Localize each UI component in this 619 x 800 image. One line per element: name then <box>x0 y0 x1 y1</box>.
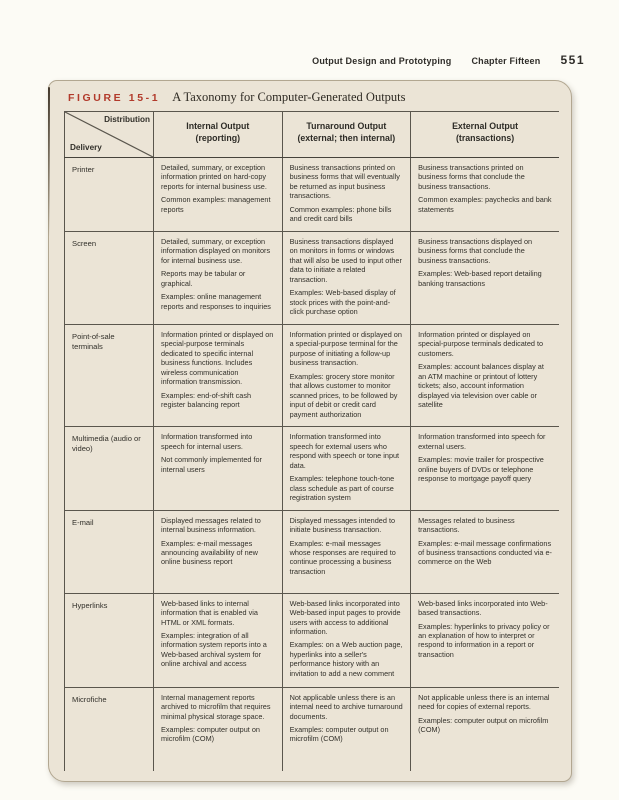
running-head-section: Output Design and Prototyping <box>312 56 452 66</box>
row-label: Hyperlinks <box>65 593 154 687</box>
cell-external: Information printed or displayed on special-purpose terminals dedicated to customers. Examples: account balances display at an ATM machine or printout of lottery tickets; also, account information displayed via television over cable or satellite <box>411 324 559 426</box>
cell-turnaround: Information printed or displayed on a special-purpose terminal for the purpose of initiating a follow-up business transaction. Examples: grocery store monitor that allows customer to monitor scanned prices, to be followed by input of debit or credit card payment authorization <box>282 324 411 426</box>
column-header-line1: Turnaround Output <box>306 121 387 131</box>
figure-panel <box>48 80 572 782</box>
table-row-hyperlinks <box>65 593 560 687</box>
cell-turnaround: Displayed messages intended to initiate business transaction. Examples: e-mail messages whose responses are required to continue processing a business transaction <box>282 510 411 593</box>
row-label: Multimedia (audio or video) <box>65 427 154 510</box>
cell-internal: Displayed messages related to internal business information. Examples: e-mail messages announcing availability of new online business report <box>154 510 283 593</box>
row-label: Printer <box>65 158 154 232</box>
column-header-internal <box>154 112 283 158</box>
cell-turnaround: Information transformed into speech for external users who respond with speech or tone input data. Examples: telephone touch-tone class schedule as part of course registration system <box>282 427 411 510</box>
row-label: Screen <box>65 231 154 324</box>
cell-turnaround: Business transactions printed on business forms that will eventually be returned as input business transactions. Common examples: phone bills and credit card bills <box>282 158 411 232</box>
cell-external: Business transactions displayed on business forms that conclude the business transactions. Examples: Web-based report detailing banking transactions <box>411 231 559 324</box>
column-header-external <box>411 112 559 158</box>
cell-internal: Information transformed into speech for internal users. Not commonly implemented for internal users <box>154 427 283 510</box>
corner-distribution-label: Distribution <box>104 115 150 124</box>
figure-label: FIGURE 15-1 <box>68 92 161 104</box>
cell-turnaround: Not applicable unless there is an internal need to archive turnaround documents. Examples: computer output on microfilm (COM) <box>282 687 411 771</box>
row-label: E-mail <box>65 510 154 593</box>
table-row-point-of-sale <box>65 324 560 426</box>
table-row-screen <box>65 231 560 324</box>
cell-internal: Internal management reports archived to microfilm that requires minimal physical storage space. Examples: computer output on microfilm (COM) <box>154 687 283 771</box>
column-header-turnaround <box>282 112 411 158</box>
row-label: Microfiche <box>65 687 154 771</box>
table-header-row <box>65 112 560 158</box>
corner-cell <box>65 112 154 158</box>
cell-external: Not applicable unless there is an internal need for copies of external reports. Examples: computer output on microfilm (COM) <box>411 687 559 771</box>
cell-external: Web-based links incorporated into Web-based transactions. Examples: hyperlinks to privacy policy or an explanation of how to interpret or respond to information in a report or transaction <box>411 593 559 687</box>
cell-external: Messages related to business transactions. Examples: e-mail message confirmations of business transactions conducted via e-commerce on the Web <box>411 510 559 593</box>
page-number: 551 <box>560 53 585 67</box>
column-header-line2: (external; then internal) <box>297 133 396 144</box>
cell-internal: Detailed, summary, or exception information displayed on monitors for internal business use. Reports may be tabular or graphical. Examples: online management reports and responses to inquiries <box>154 231 283 324</box>
running-head-chapter: Chapter Fifteen <box>471 56 541 66</box>
table-row-printer <box>65 158 560 232</box>
column-header-line1: Internal Output <box>186 121 250 131</box>
table-row-multimedia <box>65 427 560 510</box>
cell-internal: Web-based links to internal information that is enabled via HTML or XML formats. Examples: integration of all information system reports into a Web-based archival system for online archival and access <box>154 593 283 687</box>
cell-internal: Detailed, summary, or exception information printed on hard-copy reports for internal business use. Common examples: management reports <box>154 158 283 232</box>
cell-turnaround: Business transactions displayed on monitors in forms or windows that will also be used to input other data to initiate a related transaction. Examples: Web-based display of stock prices with the point-and-click purchase option <box>282 231 411 324</box>
taxonomy-table <box>64 111 559 771</box>
column-header-line2: (reporting) <box>195 133 241 144</box>
table-row-microfiche <box>65 687 560 771</box>
column-header-line2: (transactions) <box>455 133 515 144</box>
table-row-email <box>65 510 560 593</box>
row-label: Point-of-sale terminals <box>65 324 154 426</box>
column-header-line1: External Output <box>452 121 519 131</box>
corner-delivery-label: Delivery <box>70 143 102 152</box>
figure-title: A Taxonomy for Computer-Generated Outputs <box>172 90 406 104</box>
cell-external: Information transformed into speech for external users. Examples: movie trailer for prospective online buyers of DVDs or telephone response to mortgage payoff query <box>411 427 559 510</box>
cell-external: Business transactions printed on business forms that conclude the business transactions. Common examples: paychecks and bank statements <box>411 158 559 232</box>
running-head <box>312 53 585 67</box>
figure-accent-bar <box>48 87 50 237</box>
figure-caption <box>49 81 571 110</box>
cell-internal: Information printed or displayed on special-purpose terminals dedicated to specific internal business functions. Includes wireless communication information transmission. Examples: end-of-shift cash register balancing report <box>154 324 283 426</box>
cell-turnaround: Web-based links incorporated into Web-based input pages to provide users with access to additional information. Examples: on a Web auction page, hyperlinks into a seller's performance history with an invitation to add a new comment <box>282 593 411 687</box>
